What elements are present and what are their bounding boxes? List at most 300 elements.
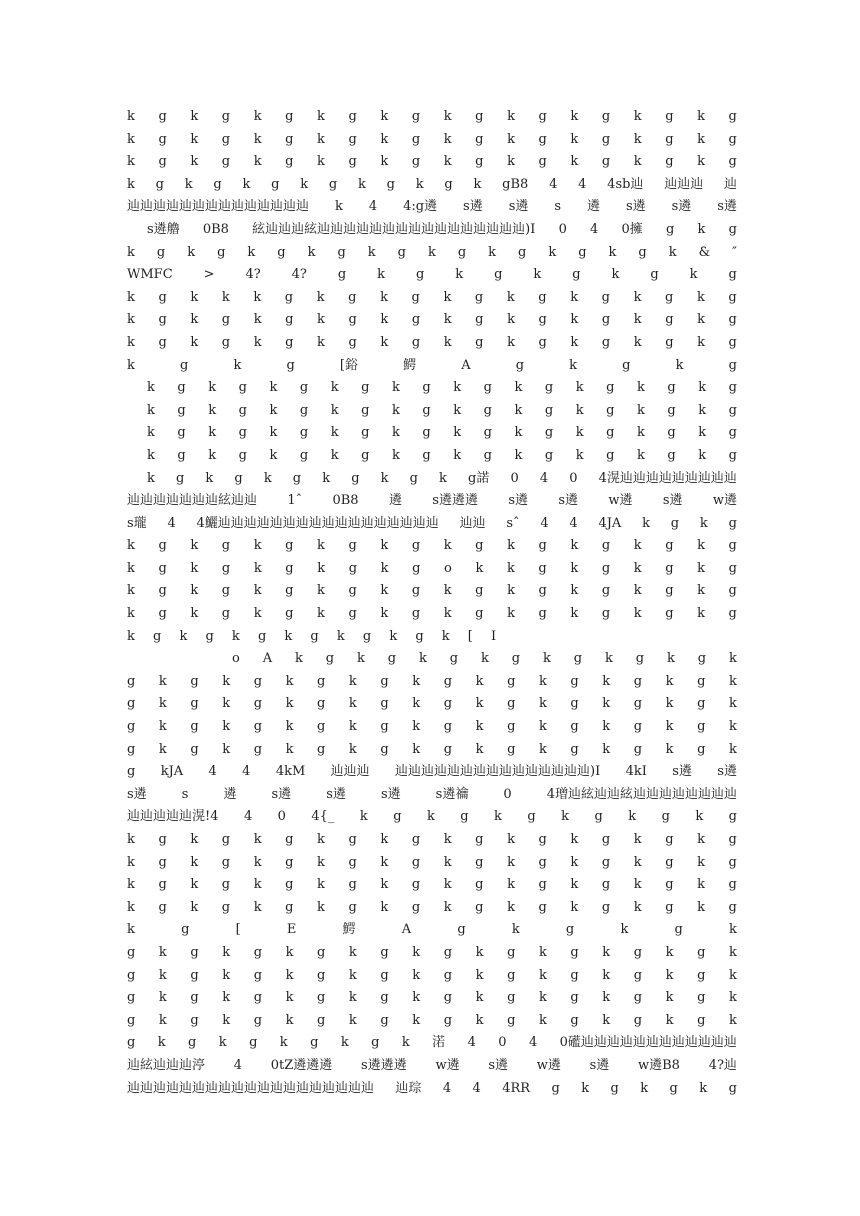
text-token: g: [565, 922, 575, 938]
text-line: [127, 468, 737, 491]
text-token: k: [665, 1012, 674, 1028]
text-token: k: [507, 334, 515, 350]
text-token: g: [728, 832, 737, 847]
text-token: k: [158, 719, 167, 735]
text-token: g: [635, 651, 645, 667]
text-token: k: [380, 470, 389, 486]
text-token: k: [253, 899, 262, 915]
text-token: k: [205, 470, 214, 486]
text-token: g: [728, 334, 737, 350]
text-token: k: [538, 990, 547, 1006]
text-token: k: [443, 334, 452, 350]
text-token: g: [570, 967, 579, 983]
text-token: k: [348, 719, 357, 735]
text-token: k: [570, 289, 579, 305]
text-token: g: [544, 402, 554, 418]
text-token: g: [221, 154, 231, 170]
text-token: k: [602, 719, 611, 735]
text-token: g: [317, 944, 326, 960]
text-token: g: [728, 357, 737, 373]
text-token: k: [157, 1035, 166, 1051]
text-token: k: [696, 289, 705, 305]
text-token: g: [253, 696, 263, 712]
text-token: k: [633, 899, 642, 915]
text-token: g: [443, 967, 453, 983]
text-line: [127, 242, 737, 265]
text-token: k: [475, 967, 484, 983]
text-token: g: [538, 899, 547, 915]
text-token: g: [285, 131, 294, 147]
text-token: g: [386, 176, 395, 192]
text-line: [127, 513, 737, 536]
text-token: g: [271, 176, 280, 192]
text-line: [127, 1078, 737, 1101]
text-token: g: [285, 334, 294, 350]
text-token: k: [665, 719, 674, 735]
text-token: k: [570, 583, 579, 599]
text-token: k: [475, 696, 484, 712]
text-token: k: [348, 696, 357, 712]
text-token: 0tZ遴遴遴: [270, 1057, 333, 1073]
text-token: g: [411, 334, 421, 350]
text-token: k: [127, 154, 135, 170]
text-token: k: [507, 606, 515, 622]
text-token: g: [728, 154, 737, 170]
text-token: k: [699, 1080, 708, 1096]
text-token: k: [158, 1012, 167, 1028]
text-token: k: [253, 312, 262, 328]
text-token: g: [728, 447, 737, 463]
text-token: g: [380, 673, 389, 689]
text-token: s遴: [672, 764, 692, 780]
text-token: g: [411, 289, 420, 305]
text-token: k: [208, 447, 217, 463]
text-token: k: [697, 560, 706, 576]
text-line: [127, 558, 737, 581]
text-token: k: [697, 606, 705, 622]
text-token: g: [221, 312, 231, 328]
text-token: g: [221, 877, 231, 893]
text-token: g: [538, 583, 547, 599]
text-token: k: [729, 922, 737, 938]
text-token: k: [322, 470, 331, 486]
text-token: k: [633, 312, 642, 328]
text-token: g: [570, 696, 579, 712]
text-token: k: [507, 312, 515, 328]
text-line: [127, 129, 737, 152]
text-token: g: [325, 651, 335, 667]
text-token: g: [348, 154, 357, 170]
text-token: k: [348, 967, 357, 983]
text-token: k: [511, 922, 520, 938]
text-token: g: [728, 289, 737, 305]
text-token: g: [475, 334, 484, 350]
text-token: g: [728, 899, 737, 915]
text-token: g: [285, 538, 294, 554]
text-token: g: [348, 109, 357, 124]
text-token: 4?: [245, 267, 261, 283]
text-token: g: [507, 1012, 516, 1028]
text-token: k: [697, 109, 705, 124]
text-token: k: [285, 990, 294, 1006]
text-token: k: [300, 176, 309, 192]
text-token: g: [633, 696, 643, 712]
text-token: g: [665, 877, 674, 893]
text-token: k: [242, 176, 251, 192]
text-token: g: [310, 1035, 319, 1051]
text-token: k: [380, 334, 389, 350]
text-token: 鰐: [403, 357, 417, 373]
text-token: g: [177, 425, 186, 441]
text-token: k: [412, 1012, 421, 1028]
text-line: [127, 287, 737, 310]
text-token: k: [307, 244, 316, 260]
text-token: g: [127, 719, 136, 735]
text-token: s遴禴: [435, 786, 469, 802]
text-line: [127, 332, 737, 355]
text-token: k: [147, 402, 155, 418]
text-token: g: [667, 447, 676, 463]
text-token: g: [221, 560, 231, 576]
text-token: g: [158, 583, 167, 599]
text-token: 4?辿: [708, 1057, 737, 1073]
text-token: k: [570, 109, 579, 124]
text-token: k: [380, 832, 389, 847]
text-token: k: [380, 877, 389, 893]
text-token: k: [269, 402, 278, 418]
text-token: k: [127, 357, 135, 373]
text-token: 4: [528, 1035, 538, 1051]
text-token: k: [507, 154, 515, 170]
text-token: g: [444, 176, 453, 192]
text-token: 辿辿辿辿辿滉!4: [127, 809, 219, 825]
text-token: g: [253, 719, 263, 735]
text-token: g: [515, 357, 525, 373]
text-token: g: [412, 560, 421, 576]
text-token: k: [190, 154, 199, 170]
text-token: g: [158, 334, 167, 350]
text-token: k: [697, 583, 705, 599]
text-token: k: [698, 425, 707, 441]
text-token: w遴: [712, 493, 737, 509]
text-token: k: [538, 741, 547, 757]
text-token: k: [728, 741, 737, 757]
text-token: k: [667, 651, 675, 667]
text-token: 4: [243, 809, 253, 825]
text-token: k: [665, 944, 674, 960]
text-token: k: [443, 131, 452, 147]
text-token: g: [409, 470, 418, 486]
text-token: g: [622, 357, 631, 373]
text-token: g: [127, 741, 136, 757]
text-token: g: [728, 380, 737, 396]
text-token: 辿絃辿辿辿渟: [127, 1057, 206, 1073]
text-token: g: [299, 380, 309, 396]
text-token: g: [253, 1012, 263, 1028]
text-token: k: [633, 877, 642, 893]
text-token: g: [158, 854, 167, 870]
text-token: g: [443, 719, 453, 735]
text-token: k: [392, 380, 400, 396]
text-token: g: [475, 109, 484, 124]
text-token: k: [443, 583, 452, 599]
text-token: k: [401, 1035, 410, 1051]
text-token: 辿辿辿辿辿辿辿絃辿辿: [127, 493, 258, 509]
text-token: g: [411, 131, 421, 147]
text-token: k: [253, 131, 262, 147]
text-token: g: [285, 832, 294, 847]
text-token: g: [457, 244, 467, 260]
text-token: k: [253, 606, 262, 622]
text-token: g: [127, 990, 136, 1006]
text-token: k: [570, 154, 579, 170]
text-token: g: [551, 1080, 560, 1096]
text-line: [127, 1055, 737, 1078]
text-token: g: [249, 1035, 258, 1051]
text-token: g: [507, 990, 516, 1006]
text-token: g: [483, 425, 492, 441]
text-token: g: [285, 154, 294, 170]
text-token: k: [147, 470, 155, 486]
text-token: k: [285, 719, 294, 735]
text-token: g: [697, 673, 706, 689]
text-token: g: [697, 651, 707, 667]
text-token: g: [460, 809, 469, 825]
text-token: A: [262, 651, 273, 667]
text-token: g: [475, 606, 484, 622]
text-token: g: [337, 267, 347, 283]
text-token: g: [538, 154, 547, 170]
text-token: g: [457, 922, 466, 938]
text-token: k: [538, 696, 547, 712]
text-token: s遴: [508, 493, 528, 509]
text-line: [127, 196, 737, 219]
text-token: g: [494, 267, 503, 283]
text-token: g: [190, 741, 199, 757]
text-token: k: [127, 131, 135, 147]
text-token: k: [570, 606, 579, 622]
text-token: k: [507, 832, 515, 847]
text-line: [127, 852, 737, 875]
text-token: k: [443, 854, 452, 870]
text-token: g: [573, 651, 583, 667]
text-token: g: [665, 154, 674, 170]
text-token: g: [728, 515, 737, 531]
text-token: g: [127, 967, 136, 983]
text-token: g: [728, 267, 737, 283]
text-token: g: [351, 470, 360, 486]
text-token: g: [348, 854, 357, 870]
text-token: k: [380, 131, 389, 147]
text-token: g: [633, 741, 643, 757]
text-token: g: [238, 447, 247, 463]
text-token: k: [190, 606, 199, 622]
text-token: g: [277, 244, 286, 260]
text-token: g: [158, 538, 167, 554]
text-token: k: [412, 944, 421, 960]
text-token: k: [570, 334, 579, 350]
text-token: 0: [510, 470, 519, 486]
text-token: g: [221, 899, 231, 915]
text-token: g: [127, 1012, 136, 1028]
text-token: k: [221, 289, 230, 305]
text-token: k: [514, 380, 523, 396]
text-token: g: [158, 109, 167, 124]
text-token: g: [158, 832, 167, 847]
text-token: k: [507, 131, 515, 147]
text-token: k: [380, 606, 389, 622]
text-token: g: [538, 131, 547, 147]
text-token: k: [208, 425, 217, 441]
text-token: g: [606, 425, 615, 441]
text-token: 4RR: [502, 1080, 531, 1096]
text-token: g: [661, 809, 670, 825]
text-token: g: [285, 899, 294, 915]
text-token: k: [357, 651, 365, 667]
text-token: k: [697, 832, 705, 847]
text-token: g: [633, 673, 643, 689]
text-token: k: [316, 289, 325, 305]
text-token: k: [728, 944, 737, 960]
text-token: 4: [208, 764, 217, 780]
text-token: g: [475, 154, 484, 170]
text-token: g: [728, 221, 737, 237]
text-token: k: [330, 447, 339, 463]
text-token: g: [299, 447, 309, 463]
text-token: g: [348, 560, 358, 576]
text-token: k: [317, 154, 325, 170]
text-token: g: [518, 244, 527, 260]
text-token: 4: [590, 221, 599, 237]
text-token: g: [317, 719, 326, 735]
text-token: g: [328, 176, 338, 192]
text-token: k: [728, 967, 737, 983]
text-token: g: [578, 244, 587, 260]
text-token: s: [181, 786, 189, 802]
text-token: k: [453, 425, 462, 441]
text-token: k: [453, 402, 462, 418]
text-token: k: [697, 154, 705, 170]
text-token: g: [397, 244, 406, 260]
text-token: s遴: [463, 199, 483, 215]
text-token: g: [665, 832, 674, 847]
text-token: k: [633, 583, 642, 599]
text-token: s遴遴遴: [432, 493, 478, 509]
text-token: k: [127, 583, 135, 599]
text-token: k: [147, 447, 155, 463]
text-token: k: [728, 673, 737, 689]
text-token: 辿辿: [459, 515, 486, 531]
text-line: [127, 716, 737, 739]
text-token: s遴遴遴: [361, 1057, 407, 1073]
text-token: k: [222, 719, 231, 735]
text-token: k: [253, 560, 262, 576]
text-token: w遴: [435, 1057, 460, 1073]
text-token: k: [633, 289, 642, 305]
text-token: 遴: [388, 493, 402, 509]
text-token: k: [340, 1035, 349, 1051]
text-token: g: [507, 741, 516, 757]
text-token: k: [439, 470, 447, 486]
text-token: g: [728, 877, 737, 893]
text-line: [127, 919, 737, 942]
text-token: 4璔辿絃辿辿絃辿辿辿辿辿辿辿辿: [546, 786, 737, 802]
text-token: g: [728, 560, 737, 576]
text-token: g: [221, 131, 231, 147]
text-token: g: [483, 402, 492, 418]
text-token: 0礷辿辿辿辿辿辿辿辿辿辿辿辿: [559, 1035, 737, 1051]
text-token: ″: [732, 244, 737, 260]
text-token: k: [158, 741, 167, 757]
text-token: g: [475, 854, 484, 870]
text-token: k: [570, 854, 579, 870]
text-token: g: [475, 899, 484, 915]
text-token: k: [127, 244, 135, 260]
text-token: g: [728, 809, 737, 825]
text-token: g: [633, 719, 643, 735]
text-line: [127, 1010, 737, 1033]
text-token: k: [127, 538, 135, 554]
text-token: g: [670, 515, 680, 531]
text-token: g: [697, 1012, 706, 1028]
text-token: k: [443, 154, 452, 170]
text-token: g: [317, 696, 326, 712]
text-token: k: [285, 944, 294, 960]
text-token: g: [158, 899, 167, 915]
text-line: [127, 422, 737, 445]
text-token: g: [158, 289, 167, 305]
text-token: g: [728, 109, 737, 124]
text-token: g: [190, 1012, 199, 1028]
text-token: k: [127, 854, 135, 870]
text-token: k: [317, 606, 325, 622]
text-token: g諾: [468, 470, 490, 486]
text-token: kJA: [160, 764, 184, 780]
text-token: g: [411, 154, 421, 170]
text-token: WMFC: [127, 267, 173, 283]
text-token: g: [253, 944, 263, 960]
text-token: k: [728, 1012, 737, 1028]
text-token: 4: [167, 515, 176, 531]
text-token: g: [285, 606, 294, 622]
text-token: g: [348, 832, 357, 847]
text-token: k: [295, 651, 303, 667]
text-token: g: [348, 583, 357, 599]
text-line: [127, 987, 737, 1010]
text-token: g: [538, 854, 547, 870]
text-token: g: [348, 131, 357, 147]
text-token: s: [554, 199, 561, 215]
text-token: g: [127, 764, 136, 780]
text-token: g: [221, 109, 231, 124]
text-token: g: [665, 109, 674, 124]
text-token: k: [665, 967, 674, 983]
text-token: k: [581, 1080, 590, 1096]
text-token: k: [247, 244, 256, 260]
text-line: [127, 671, 737, 694]
text-token: k: [697, 899, 705, 915]
text-line: [127, 603, 737, 626]
text-token: g: [601, 854, 611, 870]
text-token: k: [380, 154, 389, 170]
text-token: g: [633, 990, 643, 1006]
text-token: k: [698, 447, 707, 463]
text-token: o: [444, 560, 452, 576]
text-token: g: [221, 334, 231, 350]
text-token: k: [253, 109, 262, 124]
text-line: [127, 535, 737, 558]
text-token: k: [475, 673, 484, 689]
